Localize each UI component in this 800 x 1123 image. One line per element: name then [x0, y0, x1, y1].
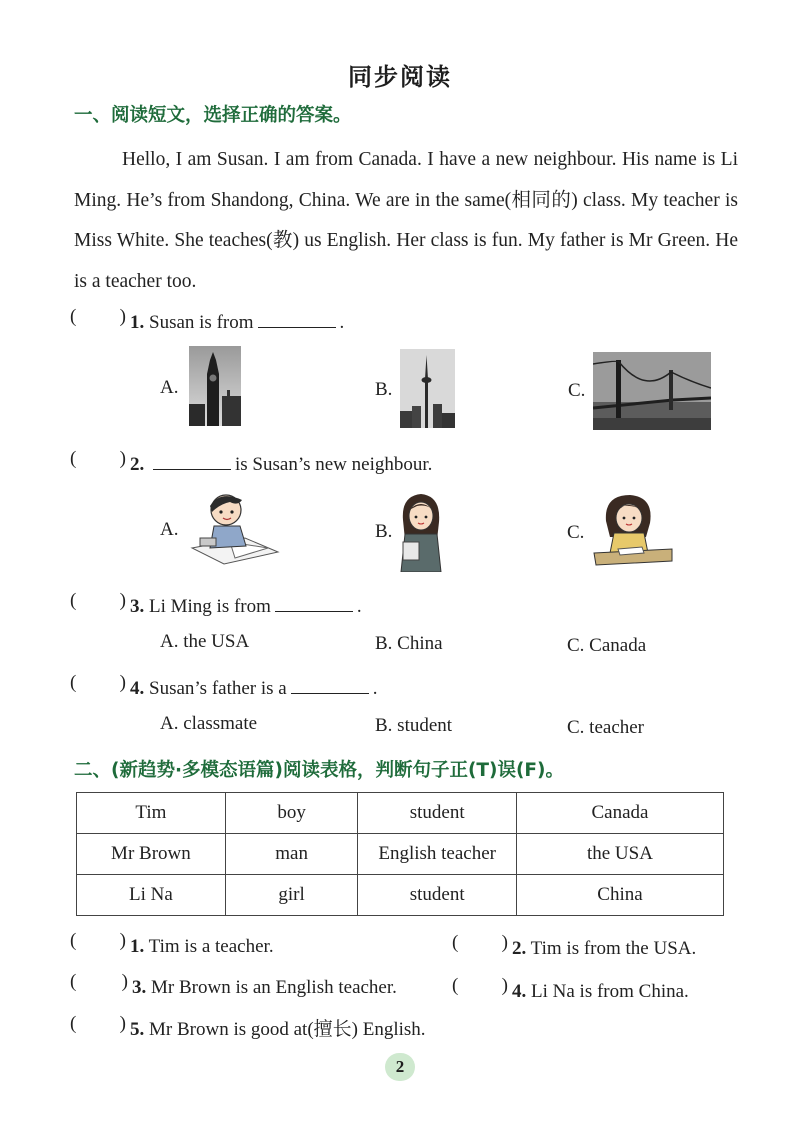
q3-option-b[interactable]: B. China — [375, 633, 443, 654]
statement-2: ( ) 2. Tim is from the USA. — [452, 932, 697, 959]
table-cell: the USA — [516, 834, 723, 875]
reading-passage: Hello, I am Susan. I am from Canada. I have a new neighbour. His name is Li Ming. He’s from Shandong, China. We are in the same(相同的) class. My teacher is Miss White. She teaches(教) us English. Her class is fun. My father is Mr Green. He is a teacher too. — [74, 149, 738, 292]
table-cell: student — [358, 793, 517, 834]
table-cell: girl — [225, 875, 358, 916]
question-4: ( ) 4. Susan’s father is a . — [70, 672, 378, 699]
q3-option-a[interactable]: A. the USA — [160, 631, 250, 652]
table-cell: Mr Brown — [77, 834, 226, 875]
question-1: ( ) 1. Susan is from . — [70, 306, 345, 333]
answer-bracket[interactable]: ( ) — [70, 590, 126, 611]
q3-option-c[interactable]: C. Canada — [567, 635, 647, 656]
table-cell: China — [516, 875, 723, 916]
table-cell: Tim — [77, 793, 226, 834]
answer-bracket[interactable]: ( ) — [70, 971, 128, 992]
answer-bracket[interactable]: ( ) — [70, 672, 126, 693]
answer-bracket[interactable]: ( ) — [70, 1013, 126, 1034]
question-3: ( ) 3. Li Ming is from . — [70, 590, 362, 617]
answer-bracket[interactable]: ( ) — [452, 932, 508, 953]
q2-option-a[interactable]: A. — [160, 519, 179, 540]
q4-option-b[interactable]: B. student — [375, 715, 453, 736]
big-ben-photo — [189, 346, 241, 431]
q4-option-a[interactable]: A. classmate — [160, 713, 258, 734]
q1-option-a[interactable]: A. — [160, 377, 179, 398]
table-row — [77, 834, 724, 875]
answer-bracket[interactable]: ( ) — [70, 306, 126, 327]
boy-writing-cartoon — [190, 486, 280, 571]
cn-tower-photo — [400, 349, 455, 433]
q4-option-c[interactable]: C. teacher — [567, 717, 645, 738]
section1-heading: 一、阅读短文，选择正确的答案。 — [74, 105, 352, 126]
q2-option-c[interactable]: C. — [567, 522, 585, 543]
table-row — [77, 875, 724, 916]
answer-bracket[interactable]: ( ) — [70, 930, 126, 951]
section2-heading: 二、(新趋势·多模态语篇)阅读表格，判断句子正(T)误(F)。 — [74, 760, 565, 781]
table-row — [77, 793, 724, 834]
table-cell: man — [225, 834, 358, 875]
page-title: 同步阅读 — [348, 63, 452, 91]
table-cell: Canada — [516, 793, 723, 834]
girl-with-book-cartoon — [397, 490, 445, 577]
answer-bracket[interactable]: ( ) — [70, 448, 126, 469]
statement-1: ( ) 1. Tim is a teacher. — [70, 930, 274, 957]
q2-option-b[interactable]: B. — [375, 521, 393, 542]
q1-option-b[interactable]: B. — [375, 379, 393, 400]
table-cell: English teacher — [358, 834, 517, 875]
page-number: 2 — [385, 1053, 415, 1081]
q1-option-c[interactable]: C. — [568, 380, 586, 401]
fill-blank — [153, 453, 231, 470]
girl-at-desk-cartoon — [592, 491, 674, 580]
table-cell: boy — [225, 793, 358, 834]
fill-blank — [258, 311, 336, 328]
statement-4: ( ) 4. Li Na is from China. — [452, 975, 689, 1002]
statement-5: ( ) 5. Mr Brown is good at(擅长) English. — [70, 1013, 426, 1040]
table-cell: student — [358, 875, 517, 916]
statement-3: ( ) 3. Mr Brown is an English teacher. — [70, 971, 397, 998]
fill-blank — [291, 677, 369, 694]
question-2: ( ) 2. is Susan’s new neighbour. — [70, 448, 433, 475]
answer-bracket[interactable]: ( ) — [452, 975, 508, 996]
golden-gate-bridge-photo — [593, 352, 711, 435]
table-cell: Li Na — [77, 875, 226, 916]
fill-blank — [275, 595, 353, 612]
info-table — [76, 792, 724, 912]
